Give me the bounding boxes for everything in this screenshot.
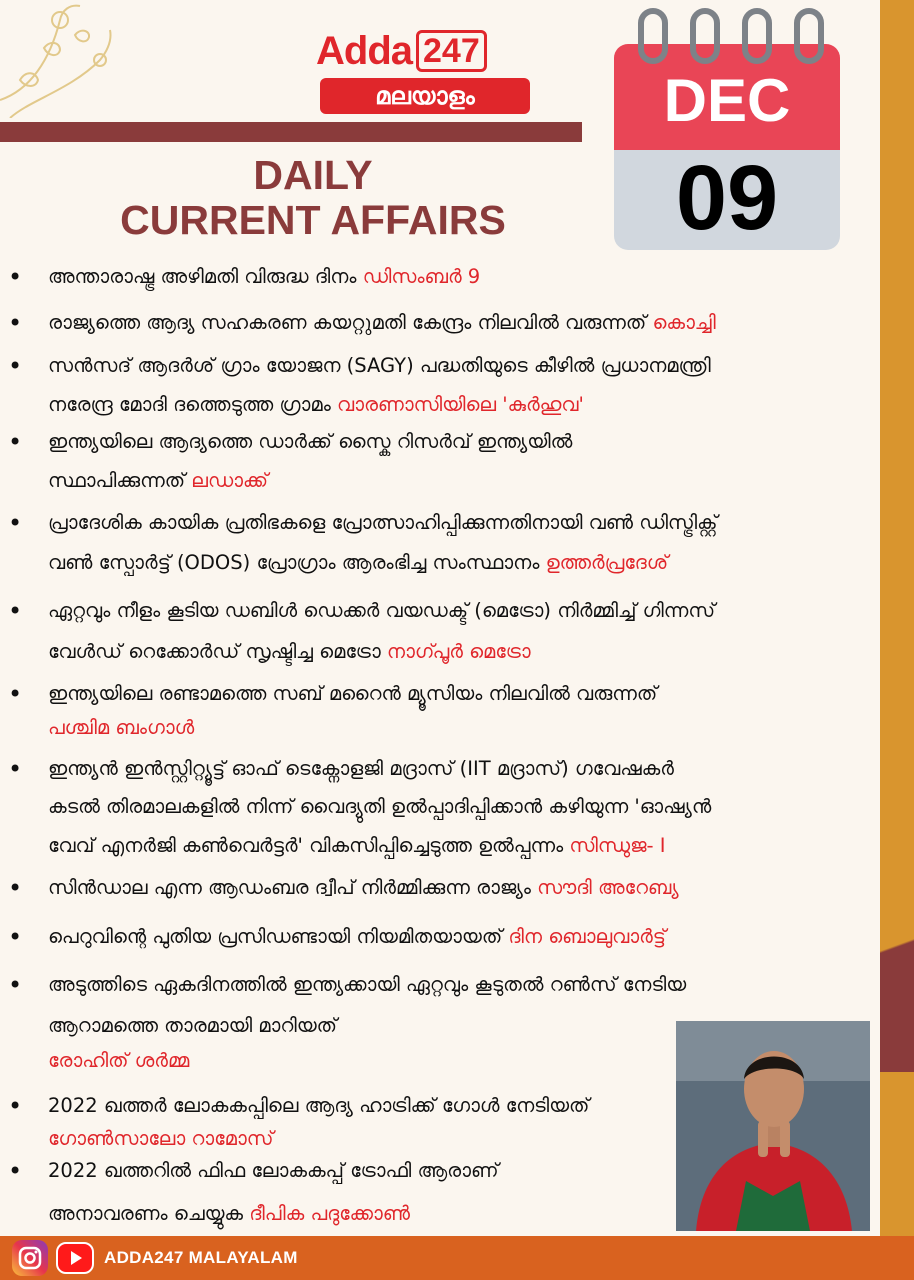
answer-text: വാരണാസിയിലെ 'കുർഹുവ' [336, 393, 584, 416]
bullet-point: • [8, 874, 23, 902]
calendar-ring [794, 8, 824, 64]
list-item-line [48, 792, 711, 822]
list-item-line [48, 1091, 589, 1121]
list-item-line [48, 596, 715, 626]
bullet-point: • [8, 1092, 23, 1120]
answer-text: ദീപിക പദുക്കോൺ [249, 1202, 411, 1225]
list-item-line [48, 754, 674, 784]
list-item-line [48, 1011, 337, 1041]
list-item-line [48, 466, 268, 496]
question-text: 2022 ഖത്തറിൽ ഫിഫ ലോകകപ്പ് ട്രോഫി ആരാണ് [48, 1159, 499, 1182]
answer-text: സിന്ധുജ- I [569, 834, 666, 857]
bullet-point: • [8, 597, 23, 625]
list-item-line [48, 922, 666, 952]
answer-text: ഗോൺസാലോ റാമോസ് [48, 1127, 274, 1150]
logo-text: Adda [316, 28, 412, 73]
bullet-point: • [8, 680, 23, 708]
youtube-icon[interactable] [56, 1242, 94, 1274]
question-text: ഇന്ത്യയിലെ ആദ്യത്തെ ഡാർക്ക് സ്കൈ റിസർവ് ഇന്ത്യയിൽ [48, 430, 573, 453]
answer-text: നാഗ്പൂർ മെട്രോ [386, 640, 531, 663]
answer-text: കൊച്ചി [652, 311, 716, 334]
header-bar [0, 122, 582, 142]
answer-text: രോഹിത് ശർമ്മ [48, 1049, 190, 1072]
question-text: അടുത്തിടെ ഏകദിനത്തിൽ ഇന്ത്യക്കായി ഏറ്റവും കൂടുതൽ റൺസ് നേടിയ [48, 973, 687, 996]
answer-text: ലഡാക്ക് [191, 469, 269, 492]
bullet-point: • [8, 352, 23, 380]
list-item-line [48, 1046, 189, 1076]
question-text: സിൻഡാല എന്ന ആഡംബര ദ്വീപ് നിർമ്മിക്കുന്ന രാജ്യം [48, 876, 538, 899]
calendar-icon [614, 8, 840, 250]
question-text: കടൽ തിരമാലകളിൽ നിന്ന് വൈദ്യുതി ഉൽപ്പാദിപ്പിക്കാൻ കഴിയുന്ന 'ഓഷ്യൻ [48, 795, 712, 818]
floral-ornament [0, 0, 115, 118]
question-text: അന്താരാഷ്ട്ര അഴിമതി വിരുദ്ധ ദിനം [48, 265, 363, 288]
question-text: രാജ്യത്തെ ആദ്യ സഹകരണ കയറ്റുമതി കേന്ദ്രം നിലവിൽ വരുന്നത് [48, 311, 653, 334]
question-text: ഇന്ത്യൻ ഇൻസ്റ്റിറ്റ്യൂട്ട് ഓഫ് ടെക്നോളജി മദ്രാസ് (IIT മദ്രാസ്) ഗവേഷകർ [48, 757, 674, 780]
list-item-line [48, 262, 480, 292]
question-text: സ്ഥാപിക്കുന്നത് [48, 469, 192, 492]
page-title-line1: DAILY [253, 152, 373, 198]
bullet-point: • [8, 509, 23, 537]
bullet-point: • [8, 755, 23, 783]
question-text: ഏറ്റവും നീളം കൂടിയ ഡബിൾ ഡെക്കർ വയഡക്ട് (മെട്രോ) നിർമ്മിച്ച് ഗിന്നസ് [48, 599, 716, 622]
logo-number: 247 [416, 30, 487, 72]
bullet-point: • [8, 263, 23, 291]
page-title-line2: CURRENT AFFAIRS [120, 197, 506, 243]
player-image [676, 1021, 870, 1231]
bullet-point: • [8, 309, 23, 337]
logo-subtitle: മലയാളം [320, 78, 530, 114]
list-item-line [48, 831, 665, 861]
question-text: വേൾഡ് റെക്കോർഡ് സൃഷ്ടിച്ച മെട്രോ [48, 640, 387, 663]
list-item-line [48, 308, 716, 338]
list-item-line [48, 873, 679, 903]
question-text: അനാവരണം ചെയ്യുക [48, 1202, 250, 1225]
list-item-line [48, 713, 194, 743]
question-text: നരേന്ദ്ര മോദി ദത്തെടുത്ത ഗ്രാമം [48, 393, 337, 416]
bullet-point: • [8, 428, 23, 456]
instagram-icon[interactable] [12, 1240, 48, 1276]
player-photo [676, 1021, 870, 1231]
question-text: പ്രാദേശിക കായിക പ്രതിഭകളെ പ്രോത്സാഹിപ്പിക്കുന്നതിനായി വൺ ഡിസ്ട്രിക്റ്റ് [48, 511, 718, 534]
answer-text: ദിന ബൊലുവാർട്ട് [508, 925, 666, 948]
question-text: വേവ് എനർജി കൺവെർട്ടർ' വികസിപ്പിച്ചെടുത്ത ഉൽപ്പന്നം [48, 834, 570, 857]
bullet-point: • [8, 971, 23, 999]
question-text: സൻസദ് ആദർശ് ഗ്രാം യോജന (SAGY) പദ്ധതിയുടെ കീഴിൽ പ്രധാനമന്ത്രി [48, 354, 711, 377]
list-item-line [48, 970, 686, 1000]
list-item-line [48, 548, 668, 578]
list-item-line [48, 1156, 499, 1186]
list-item-line [48, 351, 711, 381]
calendar-day: 09 [675, 147, 779, 249]
list-item-line [48, 427, 572, 457]
question-text: 2022 ഖത്തർ ലോകകപ്പിലെ ആദ്യ ഹാട്രിക്ക് ഗോൾ നേടിയത് [48, 1094, 590, 1117]
answer-text: സൗദി അറേബ്യ [537, 876, 679, 899]
calendar-ring [638, 8, 668, 64]
calendar-ring [742, 8, 772, 64]
question-text: വൺ സ്പോർട്ട് (ODOS) പ്രോഗ്രാം ആരംഭിച്ച സംസ്ഥാനം [48, 551, 546, 574]
adda247-logo [316, 28, 530, 114]
question-text: ആറാമത്തെ താരമായി മാറിയത് [48, 1014, 338, 1037]
calendar-ring [690, 8, 720, 64]
answer-text: ഡിസംബർ 9 [362, 265, 481, 288]
calendar-month: DEC [663, 67, 791, 134]
list-item-line [48, 508, 718, 538]
question-text: ഇന്ത്യയിലെ രണ്ടാമത്തെ സബ് മറൈൻ മ്യൂസിയം നിലവിൽ വരുന്നത് [48, 682, 658, 705]
footer-channel-name[interactable]: ADDA247 MALAYALAM [104, 1248, 298, 1267]
right-accent-strip [880, 0, 914, 1280]
bullet-point: • [8, 1157, 23, 1185]
list-item-line [48, 390, 584, 420]
answer-text: പശ്ചിമ ബംഗാൾ [48, 716, 195, 739]
bullet-point: • [8, 923, 23, 951]
list-item-line [48, 679, 657, 709]
answer-text: ഉത്തർപ്രദേശ് [545, 551, 669, 574]
list-item-line [48, 1124, 273, 1154]
list-item-line [48, 1199, 410, 1229]
right-accent-shape [880, 842, 914, 1072]
question-text: പെറുവിന്റെ പുതിയ പ്രസിഡണ്ടായി നിയമിതയായത് [48, 925, 509, 948]
list-item-line [48, 637, 531, 667]
